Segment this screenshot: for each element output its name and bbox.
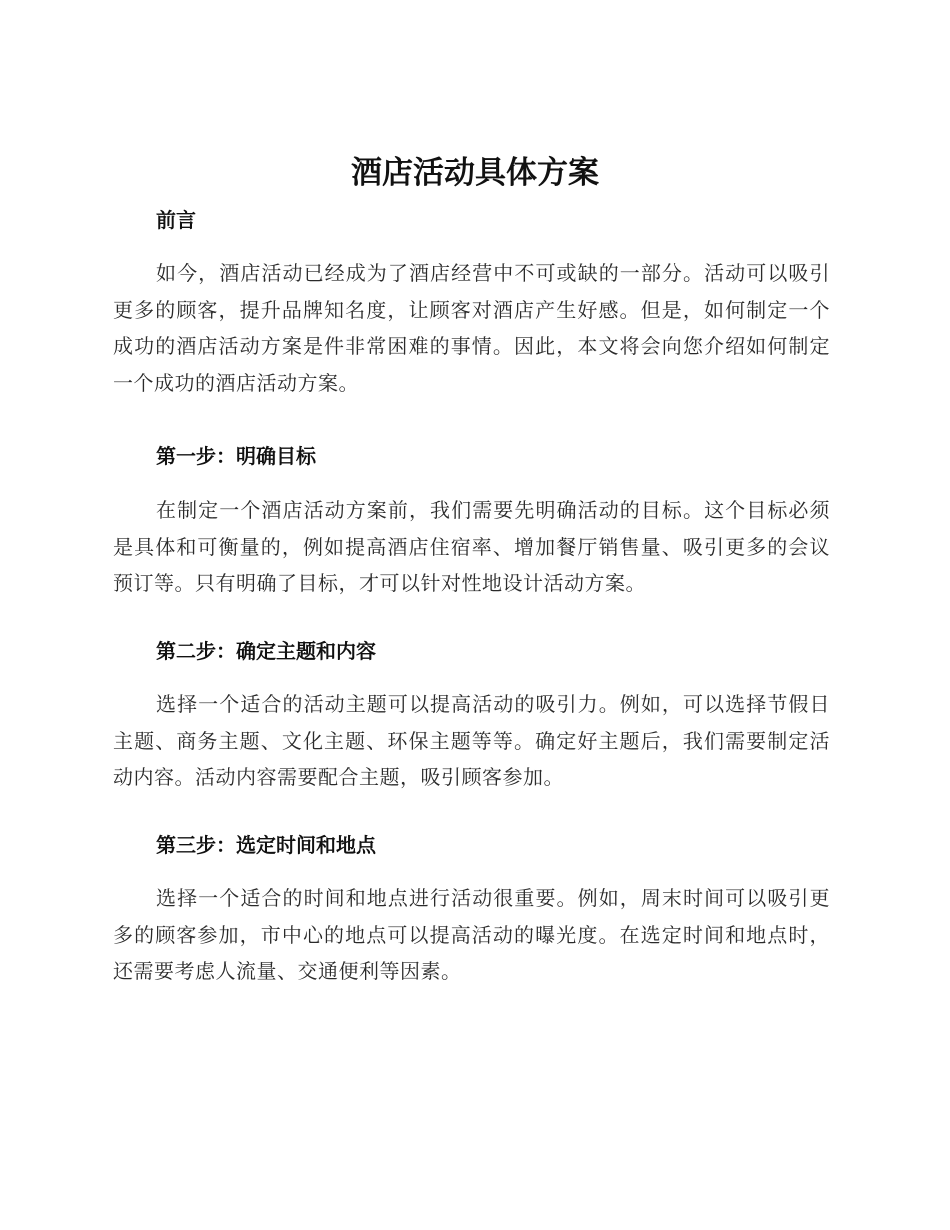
section-heading-step-2: 第二步：确定主题和内容: [156, 639, 376, 663]
section-heading-step-3: 第三步：选定时间和地点: [156, 833, 376, 857]
section-heading-step-1: 第一步：明确目标: [156, 444, 316, 468]
section-body-step-1: 在制定一个酒店活动方案前，我们需要先明确活动的目标。这个目标必须是具体和可衡量的，例如提高酒店住宿率、增加餐厅销售量、吸引更多的会议预订等。只有明确了目标，才可以针对性地设计活动方案。: [113, 498, 830, 596]
document-title: 酒店活动具体方案: [351, 155, 599, 191]
section-body-step-2: 选择一个适合的活动主题可以提高活动的吸引力。例如，可以选择节假日主题、商务主题、文化主题、环保主题等等。确定好主题后，我们需要制定活动内容。活动内容需要配合主题，吸引顾客参加。: [113, 692, 830, 790]
section-body-preface: 如今，酒店活动已经成为了酒店经营中不可或缺的一部分。活动可以吸引更多的顾客，提升品牌知名度，让顾客对酒店产生好感。但是，如何制定一个成功的酒店活动方案是件非常困难的事情。因此，本文将会向您介绍如何制定一个成功的酒店活动方案。: [113, 261, 830, 395]
section-heading-preface: 前言: [156, 208, 196, 232]
section-body-step-3: 选择一个适合的时间和地点进行活动很重要。例如，周末时间可以吸引更多的顾客参加，市中心的地点可以提高活动的曝光度。在选定时间和地点时，还需要考虑人流量、交通便利等因素。: [113, 886, 830, 984]
